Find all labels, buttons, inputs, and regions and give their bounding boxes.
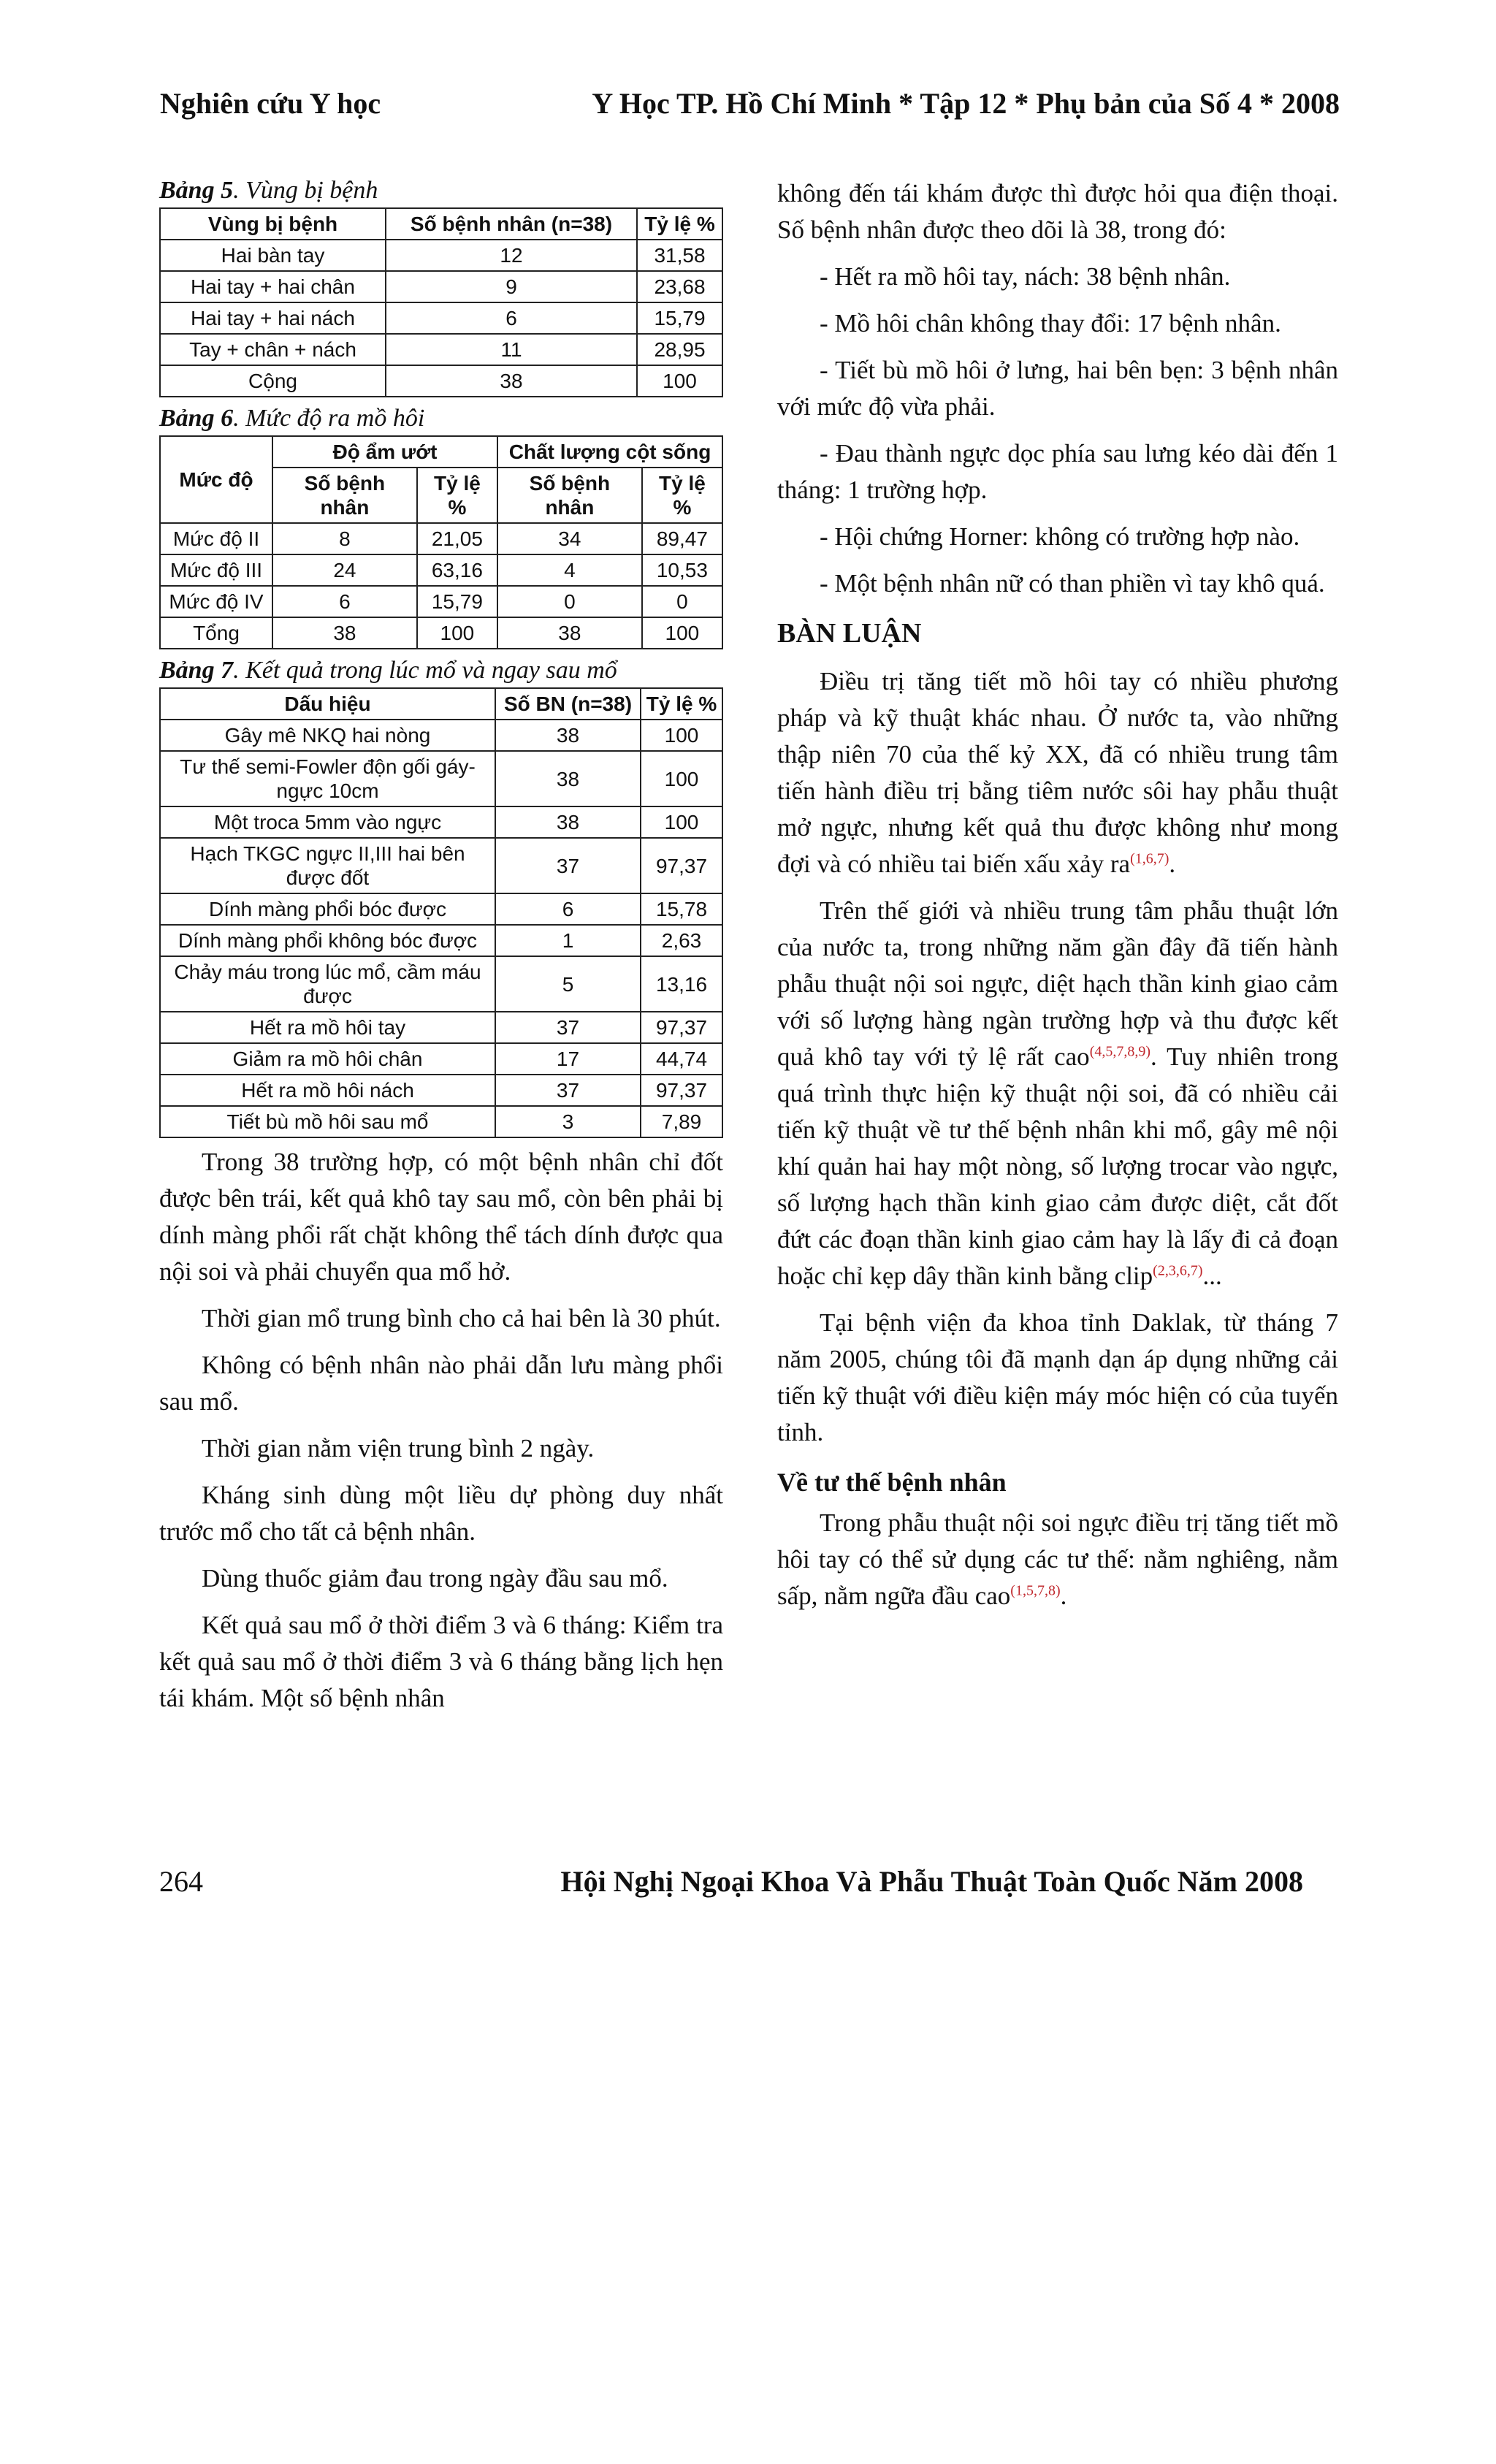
table-header-row xyxy=(160,436,722,468)
table-cell: 63,16 xyxy=(417,554,497,586)
table-row xyxy=(160,271,722,302)
table-cell: 38 xyxy=(495,751,641,806)
table-cell: Dính màng phổi bóc được xyxy=(160,893,495,925)
table-cell: 0 xyxy=(497,586,642,617)
table-cell: Hạch TKGC ngực II,III hai bên được đốt xyxy=(160,838,495,893)
subsection-heading: Về tư thế bệnh nhân xyxy=(777,1468,1007,1497)
table-cell: 100 xyxy=(642,617,722,649)
table-header-group: Độ ẩm ướt xyxy=(272,436,497,468)
body-paragraph: Không có bệnh nhân nào phải dẫn lưu màng phổi sau mổ. xyxy=(159,1351,723,1416)
citation: (2,3,6,7) xyxy=(1153,1262,1203,1279)
left-column xyxy=(159,175,723,1727)
citation: (4,5,7,8,9) xyxy=(1089,1043,1151,1060)
running-header-right: Y Học TP. Hồ Chí Minh * Tập 12 * Phụ bản của Số 4 * 2008 xyxy=(592,87,1340,120)
table7 xyxy=(159,687,723,1138)
table-row xyxy=(160,806,722,838)
table-cell: 34 xyxy=(497,523,642,554)
table-cell: 8 xyxy=(272,523,417,554)
table-row xyxy=(160,586,722,617)
table5-caption: Bảng 5. Vùng bị bệnh xyxy=(159,177,378,204)
table-cell: 38 xyxy=(495,806,641,838)
citation: (1,5,7,8) xyxy=(1010,1582,1061,1599)
table-row xyxy=(160,720,722,751)
body-paragraph: Thời gian nằm viện trung bình 2 ngày. xyxy=(202,1434,595,1462)
table-header-cell: Vùng bị bệnh xyxy=(160,208,386,240)
table-cell: 97,37 xyxy=(641,1075,722,1106)
table-cell: 4 xyxy=(497,554,642,586)
table-row xyxy=(160,523,722,554)
table-row xyxy=(160,1075,722,1106)
table-header-cell: Số bệnh nhân (n=38) xyxy=(386,208,637,240)
table-cell: 38 xyxy=(495,720,641,751)
table-cell: 31,58 xyxy=(637,240,722,271)
list-item: - Tiết bù mồ hôi ở lưng, hai bên bẹn: 3 bệnh nhân với mức độ vừa phải. xyxy=(777,356,1338,421)
table-cell: Mức độ III xyxy=(160,554,272,586)
table-cell: 38 xyxy=(386,365,637,397)
table-row xyxy=(160,1043,722,1075)
table-cell: 0 xyxy=(642,586,722,617)
table-header-cell: Dấu hiệu xyxy=(160,688,495,720)
table-row xyxy=(160,838,722,893)
table-cell: Hết ra mồ hôi nách xyxy=(160,1075,495,1106)
section-heading: BÀN LUẬN xyxy=(777,618,922,649)
table-cell: 6 xyxy=(272,586,417,617)
table-cell: 15,78 xyxy=(641,893,722,925)
table-header-row xyxy=(160,688,722,720)
table-header-cell: Tỷ lệ % xyxy=(417,468,497,523)
table-cell: 17 xyxy=(495,1043,641,1075)
table-row xyxy=(160,334,722,365)
table-cell: 15,79 xyxy=(637,302,722,334)
table-cell: 15,79 xyxy=(417,586,497,617)
table-cell: 21,05 xyxy=(417,523,497,554)
table-cell: Tay + chân + nách xyxy=(160,334,386,365)
table-cell: Gây mê NKQ hai nòng xyxy=(160,720,495,751)
table-cell: 12 xyxy=(386,240,637,271)
table-row xyxy=(160,617,722,649)
right-column xyxy=(777,175,1338,1625)
table-row xyxy=(160,554,722,586)
table-cell: 23,68 xyxy=(637,271,722,302)
table-cell: 28,95 xyxy=(637,334,722,365)
page-number: 264 xyxy=(159,1865,203,1898)
citation: (1,6,7) xyxy=(1130,850,1169,867)
table-header-cell: Số bệnh nhân xyxy=(272,468,417,523)
list-item: - Mồ hôi chân không thay đổi: 17 bệnh nhân. xyxy=(820,309,1281,337)
table-cell: 37 xyxy=(495,1012,641,1043)
table-cell: 37 xyxy=(495,1075,641,1106)
body-paragraph: Kết quả sau mổ ở thời điểm 3 và 6 tháng: Kiểm tra kết quả sau mổ ở thời điểm 3 và 6 tháng bằng lịch hẹn tái khám. Một số bệnh nhân xyxy=(159,1611,723,1712)
table-header-cell: Mức độ xyxy=(160,436,272,523)
table-cell: 3 xyxy=(495,1106,641,1137)
table-header-cell: Tỷ lệ % xyxy=(641,688,722,720)
table-cell: Một troca 5mm vào ngực xyxy=(160,806,495,838)
list-item: - Một bệnh nhân nữ có than phiền vì tay khô quá. xyxy=(820,569,1325,598)
table-row xyxy=(160,240,722,271)
table-cell: 100 xyxy=(641,720,722,751)
table-header-cell: Số bệnh nhân xyxy=(497,468,642,523)
table-cell: 38 xyxy=(497,617,642,649)
table6-caption: Bảng 6. Mức độ ra mồ hôi xyxy=(159,405,425,432)
body-paragraph: Kháng sinh dùng một liều dự phòng duy nhất trước mổ cho tất cả bệnh nhân. xyxy=(159,1481,723,1546)
table-cell: Mức độ IV xyxy=(160,586,272,617)
table-cell: Tiết bù mồ hôi sau mổ xyxy=(160,1106,495,1137)
table-cell: 1 xyxy=(495,925,641,956)
table-cell: 44,74 xyxy=(641,1043,722,1075)
table-row xyxy=(160,1106,722,1137)
table-cell: 5 xyxy=(495,956,641,1012)
table-cell: 24 xyxy=(272,554,417,586)
table-row xyxy=(160,893,722,925)
table-cell: 38 xyxy=(272,617,417,649)
table-row xyxy=(160,925,722,956)
table-cell: Cộng xyxy=(160,365,386,397)
body-paragraph: Thời gian mổ trung bình cho cả hai bên là 30 phút. xyxy=(202,1304,721,1332)
table5 xyxy=(159,207,723,397)
table-cell: Giảm ra mồ hôi chân xyxy=(160,1043,495,1075)
table-header-cell: Tỷ lệ % xyxy=(642,468,722,523)
body-paragraph: Trong phẫu thuật nội soi ngực điều trị tăng tiết mồ hôi tay có thể sử dụng các tư thế: nằm nghiêng, nằm sấp, nằm ngữa đầu cao$^{(1,5,7,8)}$. xyxy=(777,1508,1338,1610)
body-paragraph: Dùng thuốc giảm đau trong ngày đầu sau mổ. xyxy=(202,1564,668,1593)
table-cell: Tư thế semi-Fowler độn gối gáy-ngực 10cm xyxy=(160,751,495,806)
table-cell: 2,63 xyxy=(641,925,722,956)
body-paragraph: Tại bệnh viện đa khoa tỉnh Daklak, từ tháng 7 năm 2005, chúng tôi đã mạnh dạn áp dụng những cải tiến kỹ thuật với điều kiện máy móc hiện có của tuyến tỉnh. xyxy=(777,1308,1338,1446)
table-header-cell: Tỷ lệ % xyxy=(637,208,722,240)
table-cell: Chảy máu trong lúc mổ, cầm máu được xyxy=(160,956,495,1012)
table-row xyxy=(160,302,722,334)
table-cell: Hết ra mồ hôi tay xyxy=(160,1012,495,1043)
table-cell: Hai bàn tay xyxy=(160,240,386,271)
body-paragraph: Điều trị tăng tiết mồ hôi tay có nhiều phương pháp và kỹ thuật khác nhau. Ở nước ta, vào những thập niên 70 của thế kỷ XX, đã có nhiều trung tâm tiến hành điều trị bằng tiêm nước sôi hay phẫu thuật mở ngực, nhưng kết quả thu được không như mong đợi và có nhiều tai biến xấu xảy ra$^{(1,6,7)}$. xyxy=(777,667,1338,878)
table-row xyxy=(160,1012,722,1043)
table-row xyxy=(160,956,722,1012)
body-paragraph: Trên thế giới và nhiều trung tâm phẫu thuật lớn của nước ta, trong những năm gần đây đã tiến hành phẫu thuật nội soi ngực, diệt hạch thần kinh giao cảm với số lượng hàng ngàn trường hợp và thu được kết quả khô tay với tỷ lệ rất cao$^{(4,5,7,8,9)}$. Tuy nhiên trong quá trình thực hiện kỹ thuật nội soi, đã có nhiều cải tiến kỹ thuật về tư thế bệnh nhân khi mổ, gây mê nội khí quản hai hay một nòng, số lượng trocar vào ngực, số lượng hạch thần kinh giao cảm được diệt, cắt đốt đứt các đoạn thần kinh giao cảm hay là lấy đi cả đoạn hoặc chỉ kẹp dây thần kinh bằng clip$^{(2,3,6,7)}$... xyxy=(777,896,1339,1290)
table-cell: 100 xyxy=(641,806,722,838)
body-paragraph: không đến tái khám được thì được hỏi qua điện thoại. Số bệnh nhân được theo dõi là 38, trong đó: xyxy=(777,179,1338,244)
table-cell: 6 xyxy=(386,302,637,334)
list-item: - Hội chứng Horner: không có trường hợp nào. xyxy=(820,522,1300,551)
table-cell: 100 xyxy=(417,617,497,649)
table-cell: Tổng xyxy=(160,617,272,649)
table-cell: 100 xyxy=(641,751,722,806)
table-cell: 10,53 xyxy=(642,554,722,586)
table-cell: Hai tay + hai chân xyxy=(160,271,386,302)
table-row xyxy=(160,365,722,397)
table-cell: 97,37 xyxy=(641,838,722,893)
table-header-row xyxy=(160,208,722,240)
table-cell: 37 xyxy=(495,838,641,893)
body-paragraph: Trong 38 trường hợp, có một bệnh nhân chỉ đốt được bên trái, kết quả khô tay sau mổ, còn bên phải bị dính màng phổi rất chặt không thể tách dính được qua nội soi và phải chuyển qua mổ hở. xyxy=(159,1148,723,1286)
table-cell: 7,89 xyxy=(641,1106,722,1137)
table-row xyxy=(160,751,722,806)
list-item: - Hết ra mồ hôi tay, nách: 38 bệnh nhân. xyxy=(820,262,1231,291)
table-cell: 97,37 xyxy=(641,1012,722,1043)
table-header-cell: Số BN (n=38) xyxy=(495,688,641,720)
table-cell: Mức độ II xyxy=(160,523,272,554)
running-header-left: Nghiên cứu Y học xyxy=(160,87,381,120)
running-footer: Hội Nghị Ngoại Khoa Và Phẫu Thuật Toàn Quốc Năm 2008 xyxy=(560,1865,1303,1898)
table-cell: 89,47 xyxy=(642,523,722,554)
table-header-group: Chất lượng cột sống xyxy=(497,436,722,468)
table7-caption: Bảng 7. Kết quả trong lúc mổ và ngay sau mổ xyxy=(159,657,617,684)
table-cell: 11 xyxy=(386,334,637,365)
table-cell: 13,16 xyxy=(641,956,722,1012)
table-cell: 9 xyxy=(386,271,637,302)
list-item: - Đau thành ngực dọc phía sau lưng kéo dài đến 1 tháng: 1 trường hợp. xyxy=(777,439,1338,504)
table-cell: Hai tay + hai nách xyxy=(160,302,386,334)
table-cell: 100 xyxy=(637,365,722,397)
table6 xyxy=(159,435,723,649)
table-cell: Dính màng phổi không bóc được xyxy=(160,925,495,956)
table-cell: 6 xyxy=(495,893,641,925)
